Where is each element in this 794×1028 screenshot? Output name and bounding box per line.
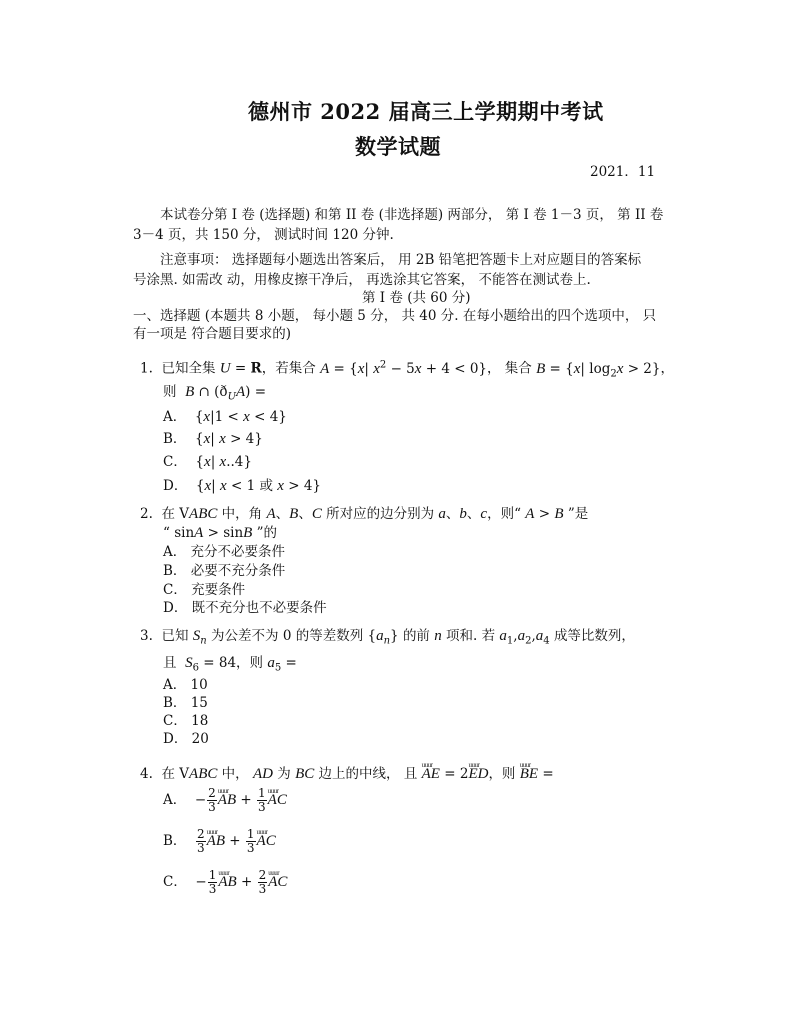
math: A > B [525, 506, 564, 522]
math: $S_n$ [192, 628, 207, 647]
question-1-option-c: C． {x| x..4} [163, 454, 252, 470]
math: VABC [179, 766, 218, 782]
notice-line-1: 注意事项： 选择题每小题选出答案后， 用 2B 铅笔把答题卡上对应题目的答案标 [160, 252, 642, 268]
question-1-option-d: D． {x| x < 1 或 x > 4} [163, 478, 322, 494]
math: A、B、C [266, 506, 322, 522]
exam-date: 2021．11 [590, 164, 656, 180]
math: $\{a_n\}$ [367, 628, 399, 647]
question-3-option-b: B． 15 [163, 695, 208, 711]
question-4-stem: 4. 在 VABC 中， AD 为 BC 边上的中线， 且 uuur AE = 2uuur ED，则 uuur BE = [140, 765, 554, 784]
intro-line-1: 本试卷分第 I 卷 (选择题) 和第 II 卷 (非选择题) 两部分， 第 I 卷 1－3 页， 第 II 卷 [160, 207, 664, 223]
question-2-option-c: C． 充要条件 [163, 582, 246, 598]
question-3-option-c: C． 18 [163, 713, 209, 729]
math: AD [252, 766, 273, 782]
math: BC [295, 766, 315, 782]
question-number: 1. [140, 360, 153, 377]
question-3-line-2: 且 $S_6 = 84$，则 $a_5$ = [163, 655, 297, 674]
question-2-option-a: A． 充分不必要条件 [163, 544, 286, 560]
question-2-line-2: “ sinA > sinB ”的 [163, 525, 278, 541]
math: B ∩ $(ð_UA)$ = [185, 384, 267, 403]
question-number: 4. [140, 766, 153, 782]
math: uuur BE = [520, 766, 554, 782]
question-1-option-a: A． {x|1 < x < 4} [163, 409, 287, 425]
notice-line-2: 号涂黑. 如需改 动，用橡皮擦干净后， 再选涂其它答案， 不能答在测试卷上. [133, 272, 591, 288]
intro-line-2: 3－4 页，共 150 分， 测试时间 120 分钟. [133, 227, 394, 243]
math: $S_6 = 84$ [185, 655, 237, 674]
math: $a_1,a_2,a_4$ [499, 628, 550, 647]
math: uuur AE = 2uuur ED [422, 766, 489, 782]
math: a、b、c [438, 506, 488, 522]
question-3-option-a: A． 10 [163, 677, 208, 693]
question-2-stem: 2. 在 VABC 中，角 A、B、C 所对应的边分别为 a、b、c，则“ A > B ”是 [140, 506, 589, 522]
math: $a_5$ = [267, 655, 297, 674]
part-heading: 第 I 卷 (共 60 分) [362, 290, 471, 306]
question-2-option-d: D． 既不充分也不必要条件 [163, 600, 327, 616]
exam-subtitle: 数学试题 [355, 134, 441, 159]
math: A = {x| $x^2 - 5x + 4 < 0$} [320, 359, 487, 377]
question-2-option-b: B． 必要不充分条件 [163, 563, 286, 579]
question-number: 2. [140, 506, 153, 522]
exam-title: 德州市 2022 届高三上学期期中考试 [248, 99, 604, 124]
question-4-option-b: B． $\frac{2}{3}$ uuur AB + $\frac{1}{3}$ uuur AC [163, 828, 276, 855]
math: B = {x| $\log_2x > 2$} [536, 360, 661, 380]
question-3-stem: 3. 已知 $S_n$ 为公差不为 0 的等差数列 $\{a_n\}$ 的前 n 项和. 若 $a_1,a_2,a_4$ 成等比数列， [140, 628, 635, 647]
question-4-option-a: A． − $\frac{2}{3}$ uuur AB + $\frac{1}{3}$ uuur AC [163, 787, 287, 814]
section-line-1: 一、选择题 (本题共 8 小题， 每小题 5 分， 共 40 分. 在每小题给出的四个选项中， 只 [133, 308, 657, 324]
question-number: 3. [140, 628, 153, 644]
math: sinA > sinB [174, 525, 253, 541]
question-1-line-2: 则 B ∩ $(ð_UA)$ = [163, 384, 267, 403]
question-1-option-b: B． {x| x > 4} [163, 431, 263, 447]
math: U = R [219, 360, 262, 377]
question-1-stem: 1. 已知全集 U = R，若集合 A = {x| $x^2 - 5x + 4 < 0$}， 集合 B = {x| $\log_2x > 2$}， [140, 359, 674, 380]
question-3-option-d: D． 20 [163, 731, 209, 747]
math: n [434, 628, 442, 644]
question-4-option-c: C． − $\frac{1}{3}$ uuur AB + $\frac{2}{3}$ uuur AC [163, 869, 287, 896]
math: VABC [179, 506, 218, 522]
section-line-2: 有一项是 符合题目要求的) [133, 326, 292, 342]
